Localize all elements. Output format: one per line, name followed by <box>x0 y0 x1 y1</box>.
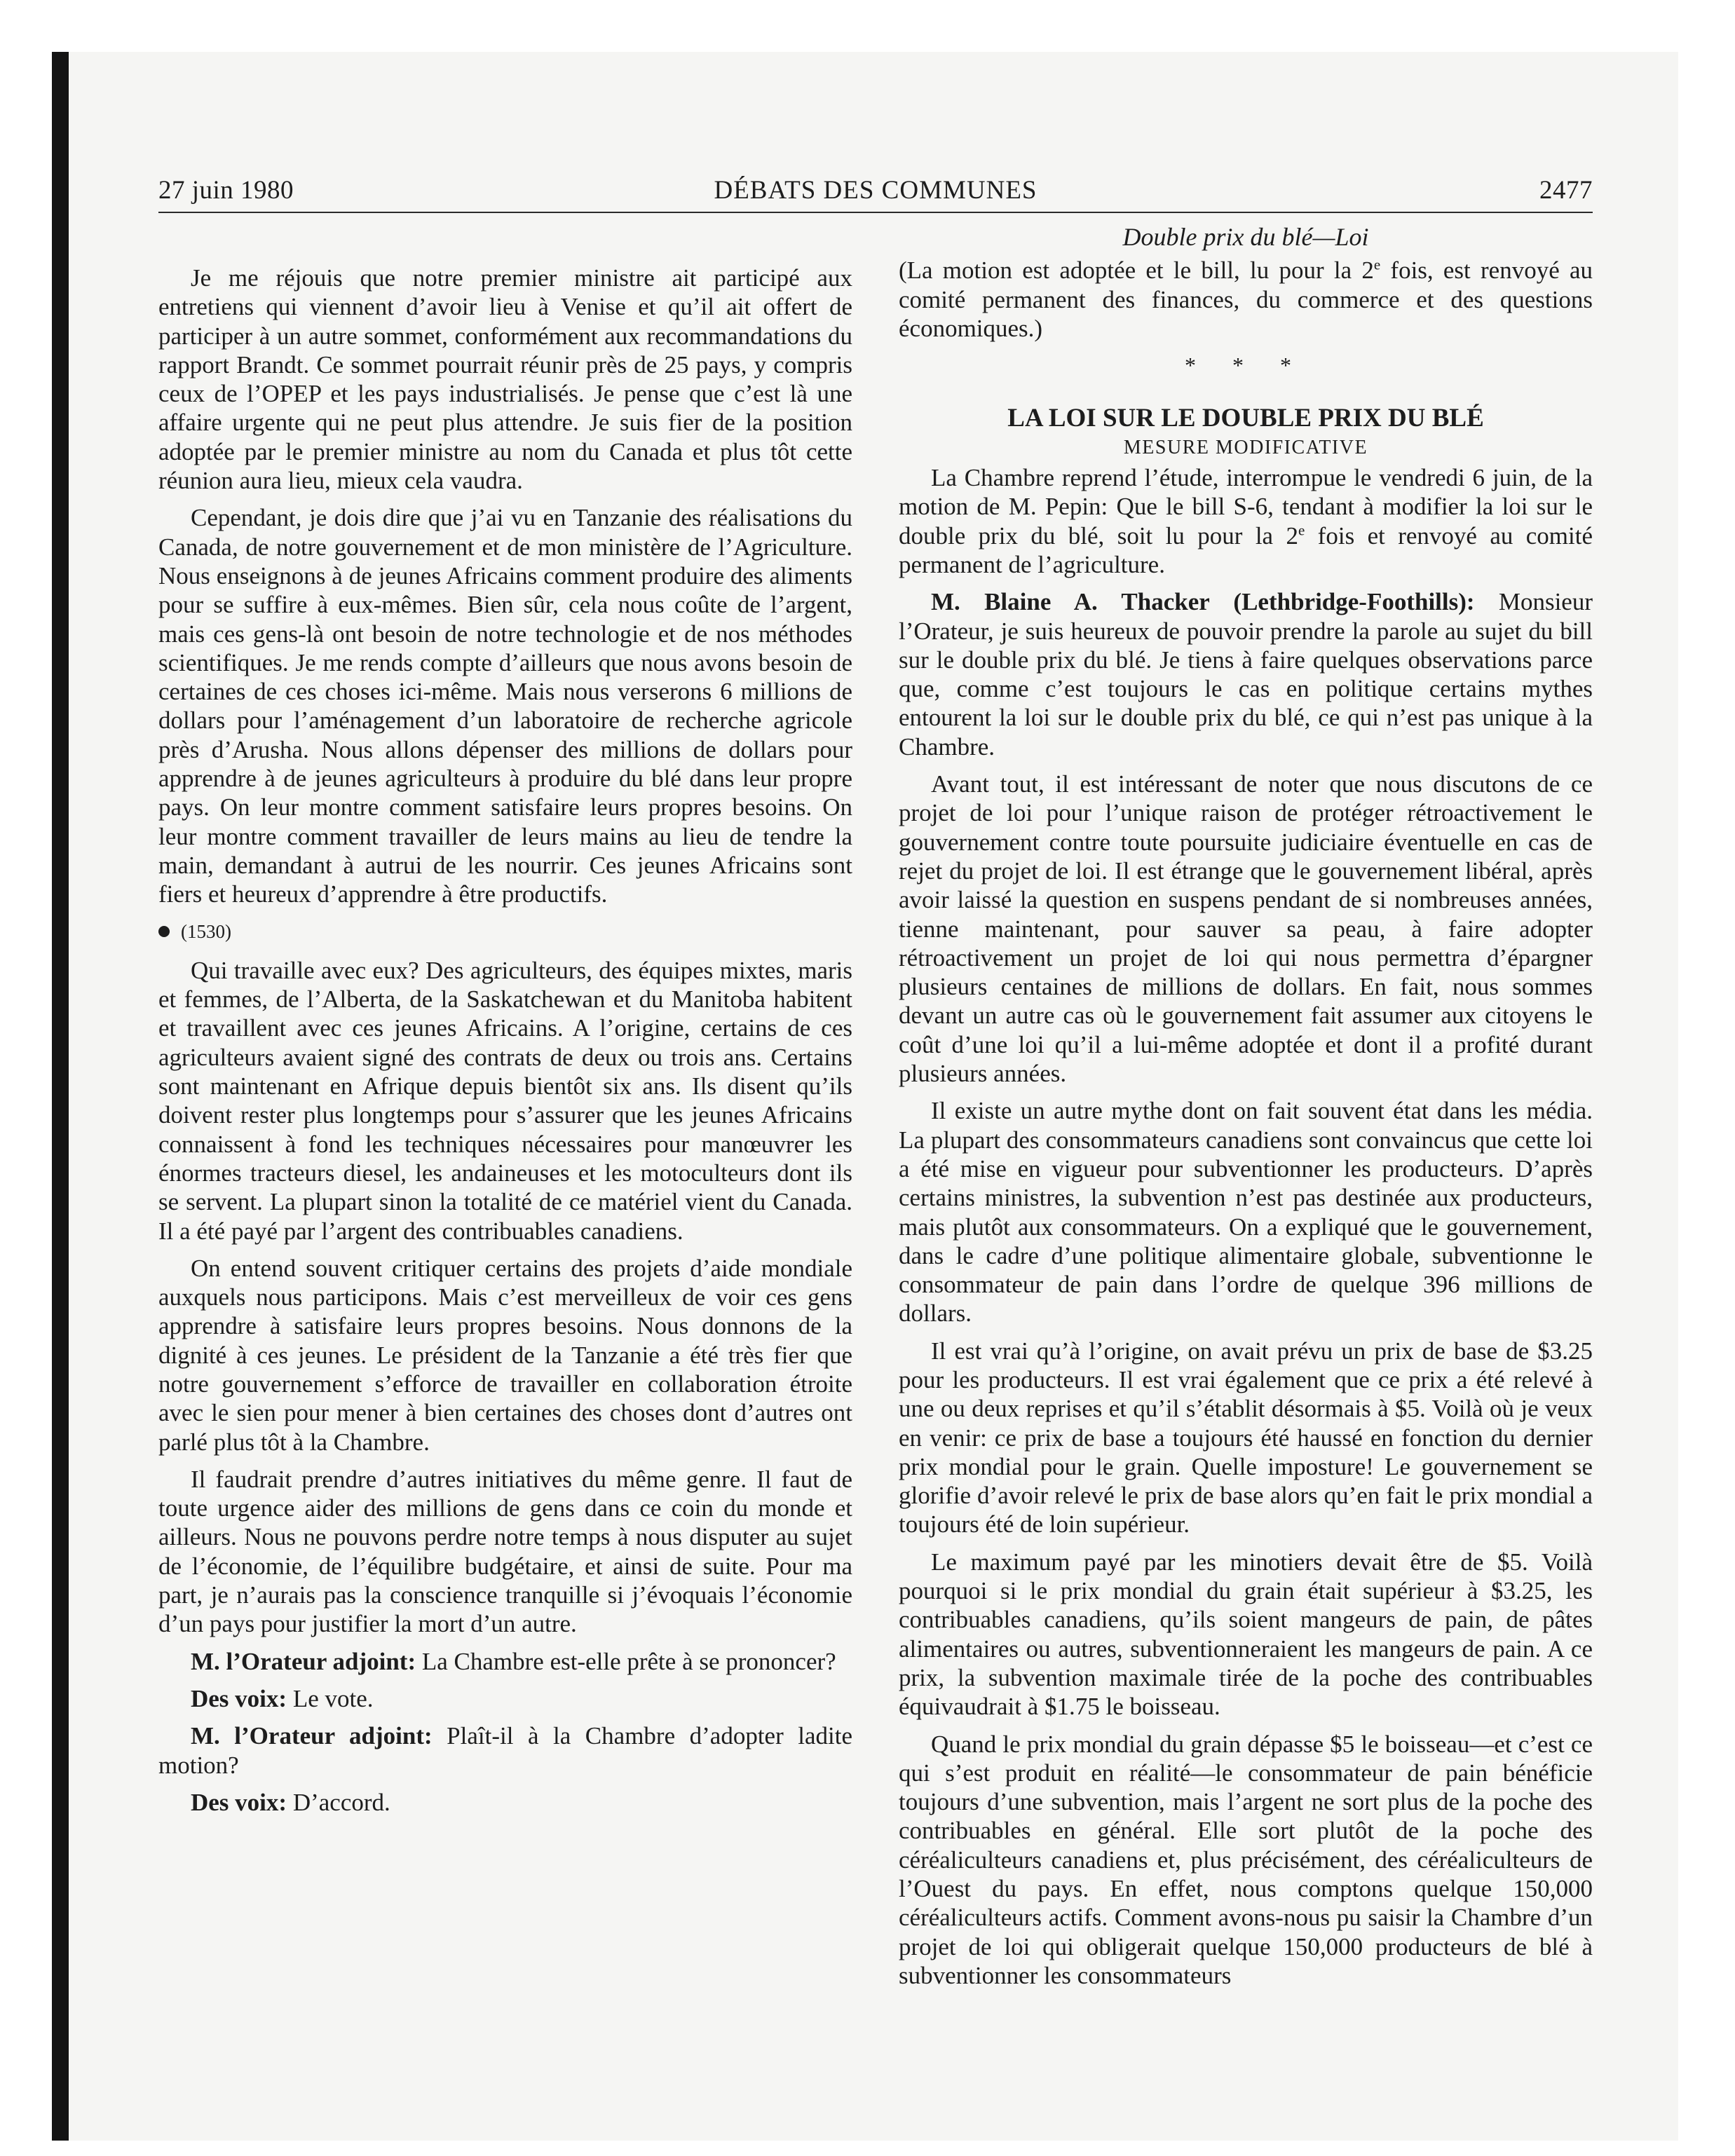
paragraph: On entend souvent critiquer certains des projets d’aide mondiale auxquels nous participons. Mais c’est merveilleux de voir ces gens apprendre à satisfaire leurs propres besoins. Nous donnons de la dignité à ces jeunes. Le président de la Tanzanie a été très fier que notre gouvernement s’efforce de travailler en collaboration étroite avec le sien pour mener à bien certaines des choses dont d’autres ont parlé plus tôt à la Chambre. <box>158 1254 852 1456</box>
speaker-name: M. Blaine A. Thacker (Lethbridge-Foothills): <box>931 588 1475 616</box>
page-number: 2477 <box>1539 176 1593 205</box>
paragraph <box>899 463 1593 579</box>
header-date: 27 juin 1980 <box>158 176 294 205</box>
speech-text: D’accord. <box>287 1788 390 1816</box>
time-label: (1530) <box>181 920 231 942</box>
motion-text: (La motion est adoptée et le bill, lu pour la 2 <box>899 257 1374 285</box>
speech-text: Monsieur l’Orateur, je suis heureux de pouvoir prendre la parole au sujet du bill sur le double prix du blé. Je tiens à faire quelques observations parce que, comme c’est toujours le cas en politique certains mythes entourent la loi sur le double prix du blé, ce qui n’est pas unique à la Chambre. <box>899 588 1593 760</box>
speaker-name: Des voix: <box>191 1684 287 1712</box>
bullet-icon <box>158 926 170 937</box>
speaker-name: Des voix: <box>191 1788 287 1816</box>
speech <box>158 1647 852 1676</box>
left-column <box>158 264 852 2079</box>
paragraph: Il est vrai qu’à l’origine, on avait prévu un prix de base de $3.25 pour les producteurs. Il est vrai également que ce prix a été relevé à une ou deux reprises et qu’il s’établit désormais à $5. Voilà où je veux en venir: ce prix de base a toujours été haussé en fonction du dernier prix mondial pour le grain. Quelle imposture! Le gouvernement se glorifie d’avoir relevé le prix de base alors qu’en fait le prix mondial a toujours été de loin supérieur. <box>899 1337 1593 1538</box>
speech <box>158 1721 852 1780</box>
running-head: Double prix du blé—Loi <box>1122 223 1369 251</box>
intro-text: La Chambre reprend l’étude, interrompue le vendredi 6 juin, de la motion de M. Pepin: Que le bill S-6, tendant à modifier la loi sur le double prix du blé, soit lu pour la 2 <box>899 464 1593 550</box>
section-title: LA LOI SUR LE DOUBLE PRIX DU BLÉ <box>1007 404 1484 433</box>
header-title: DÉBATS DES COMMUNES <box>714 176 1037 205</box>
paragraph: Cependant, je dois dire que j’ai vu en Tanzanie des réalisations du Canada, de notre gouvernement et de mon ministère de l’Agriculture. Nous enseignons à de jeunes Africains comment produire des aliments pour se suffire à eux-mêmes. Bien sûr, cela nous coûte de l’argent, mais ces gens-là ont besoin de notre technologie et de nos méthodes scientifiques. Je me rends compte d’ailleurs que nous avons besoin de certaines de ces choses ici-même. Mais nous verserons 6 millions de dollars pour l’aménagement d’un laboratoire de recherche agricole près d’Arusha. Nous allons dépenser des millions de dollars pour apprendre à de jeunes agriculteurs à produire du blé dans leur propre pays. On leur montre comment satisfaire leurs propres besoins. On leur montre comment travailler de leurs mains au lieu de tendre la main, demandant à autrui de les nourrir. Ces jeunes Africains sont fiers et heureux d’apprendre à être productifs. <box>158 504 852 908</box>
time-marker <box>158 917 852 946</box>
paragraph: Quand le prix mondial du grain dépasse $5 le boisseau—et c’est ce qui s’est produit en réalité—le consommateur de pain bénéficie toujours d’une subvention, mais l’argent ne sort plus de la poche des contribuables en général. Elle sort plutôt de la poche des céréaliculteurs canadiens et, plus précisément, des céréaliculteurs de l’Ouest du pays. En effet, nous comptons quelque 150,000 céréaliculteurs actifs. Comment avons-nous pu saisir la Chambre d’un projet de loi qui obligerait quelque 150,000 producteurs de blé à subventionner les consommateurs <box>899 1730 1593 1989</box>
speech-text: La Chambre est-elle prête à se prononcer? <box>416 1647 836 1675</box>
speech-text: Plaît-il à la Chambre d’adopter ladite motion? <box>158 1722 852 1779</box>
speech-text: Le vote. <box>287 1684 374 1712</box>
paragraph: Le maximum payé par les minotiers devait être de $5. Voilà pourquoi si le prix mondial du grain était supérieur à $3.25, les contribuables canadiens, qu’ils soient mangeurs de pain, de pâtes alimentaires ou autres, subventionneraient les mangeurs de pain. A ce prix, la subvention maximale tirée de la poche des contribuables équivaudrait à $1.75 le boisseau. <box>899 1548 1593 1721</box>
ordinal-sup: e <box>1373 256 1381 273</box>
intro-text: fois et renvoyé au comité permanent de l’agriculture. <box>899 521 1593 578</box>
page-header <box>158 172 1593 213</box>
speech <box>158 1684 852 1713</box>
section-subtitle: MESURE MODIFICATIVE <box>1123 436 1368 458</box>
paragraph: Je me réjouis que notre premier ministre ait participé aux entretiens qui viennent d’avoir lieu à Venise et qu’il ait offert de participer à un autre sommet, conformément aux recommandations du rapport Brandt. Ce sommet pourrait réunir près de 25 pays, y compris ceux de l’OPEP et les pays industrialisés. Je pense que c’est là une affaire urgente qui ne peut plus attendre. Je suis fier de la position adoptée par le premier ministre au nom du Canada et plus tôt cette réunion aura lieu, mieux cela vaudra. <box>158 264 852 495</box>
speech <box>158 1788 852 1817</box>
motion-text: fois, est renvoyé au comité permanent des finances, du commerce et des questions économiques.) <box>899 257 1593 342</box>
paragraph: Il existe un autre mythe dont on fait souvent état dans les média. La plupart des consommateurs canadiens sont convaincus que cette loi a été mise en vigueur pour subventionner les producteurs. D’après certains ministres, la subvention n’est pas destinée aux producteurs, mais plutôt aux consommateurs. On a expliqué que le gouvernement, dans le cadre d’une politique alimentaire globale, subventionne le consommateur de pain dans l’ordre de quelque 396 millions de dollars. <box>899 1097 1593 1328</box>
section-separator: * * * <box>1185 353 1307 378</box>
paragraph: Il faudrait prendre d’autres initiatives du même genre. Il faut de toute urgence aider des millions de gens dans ce coin du monde et ailleurs. Nous ne pouvons perdre notre temps à nous disputer au sujet de l’économie, de l’équilibre budgétaire, et ainsi de suite. Pour ma part, je n’aurais pas la conscience tranquille si j’évoquais l’économie d’un pays pour justifier la mort d’un autre. <box>158 1465 852 1638</box>
paragraph: Qui travaille avec eux? Des agriculteurs, des équipes mixtes, maris et femmes, de l’Alberta, de la Saskatchewan et du Manitoba habitent et travaillent avec ces jeunes Africains. A l’origine, certains de ces agriculteurs avaient signé des contrats de deux ou trois ans. Certains sont maintenant en Afrique depuis bientôt six ans. Ils disent qu’ils doivent rester plus longtemps pour s’assurer que les jeunes Africains connaissent à fond les techniques nécessaires pour manœuvrer les énormes tracteurs diesel, les andaineuses et les motoculteurs dont ils se servent. La plupart sinon la totalité de ce matériel vient du Canada. Il a été payé par l’argent des contribuables canadiens. <box>158 956 852 1245</box>
motion-paragraph <box>899 256 1593 343</box>
speaker-name: M. l’Orateur adjoint: <box>191 1722 433 1750</box>
ordinal-sup: e <box>1298 521 1305 539</box>
right-column <box>899 223 1593 2038</box>
paragraph: Avant tout, il est intéressant de noter que nous discutons de ce projet de loi pour l’unique raison de protéger rétroactivement le gouvernement contre toute poursuite judiciaire éventuelle en cas de rejet du projet de loi. Il est étrange que le gouvernement libéral, après avoir laissé la question en suspens pendant de si nombreuses années, tienne maintenant, pour sauver sa peau, à faire adopter rétroactivement un projet de loi qui nous permettra d’épargner plusieurs centaines de millions de dollars. En fait, nous sommes devant un autre cas où le gouvernement fait assumer aux citoyens le coût d’une loi qu’il a lui-même adoptée et dont il a profité durant plusieurs années. <box>899 770 1593 1088</box>
speech <box>899 587 1593 761</box>
speaker-name: M. l’Orateur adjoint: <box>191 1647 416 1675</box>
